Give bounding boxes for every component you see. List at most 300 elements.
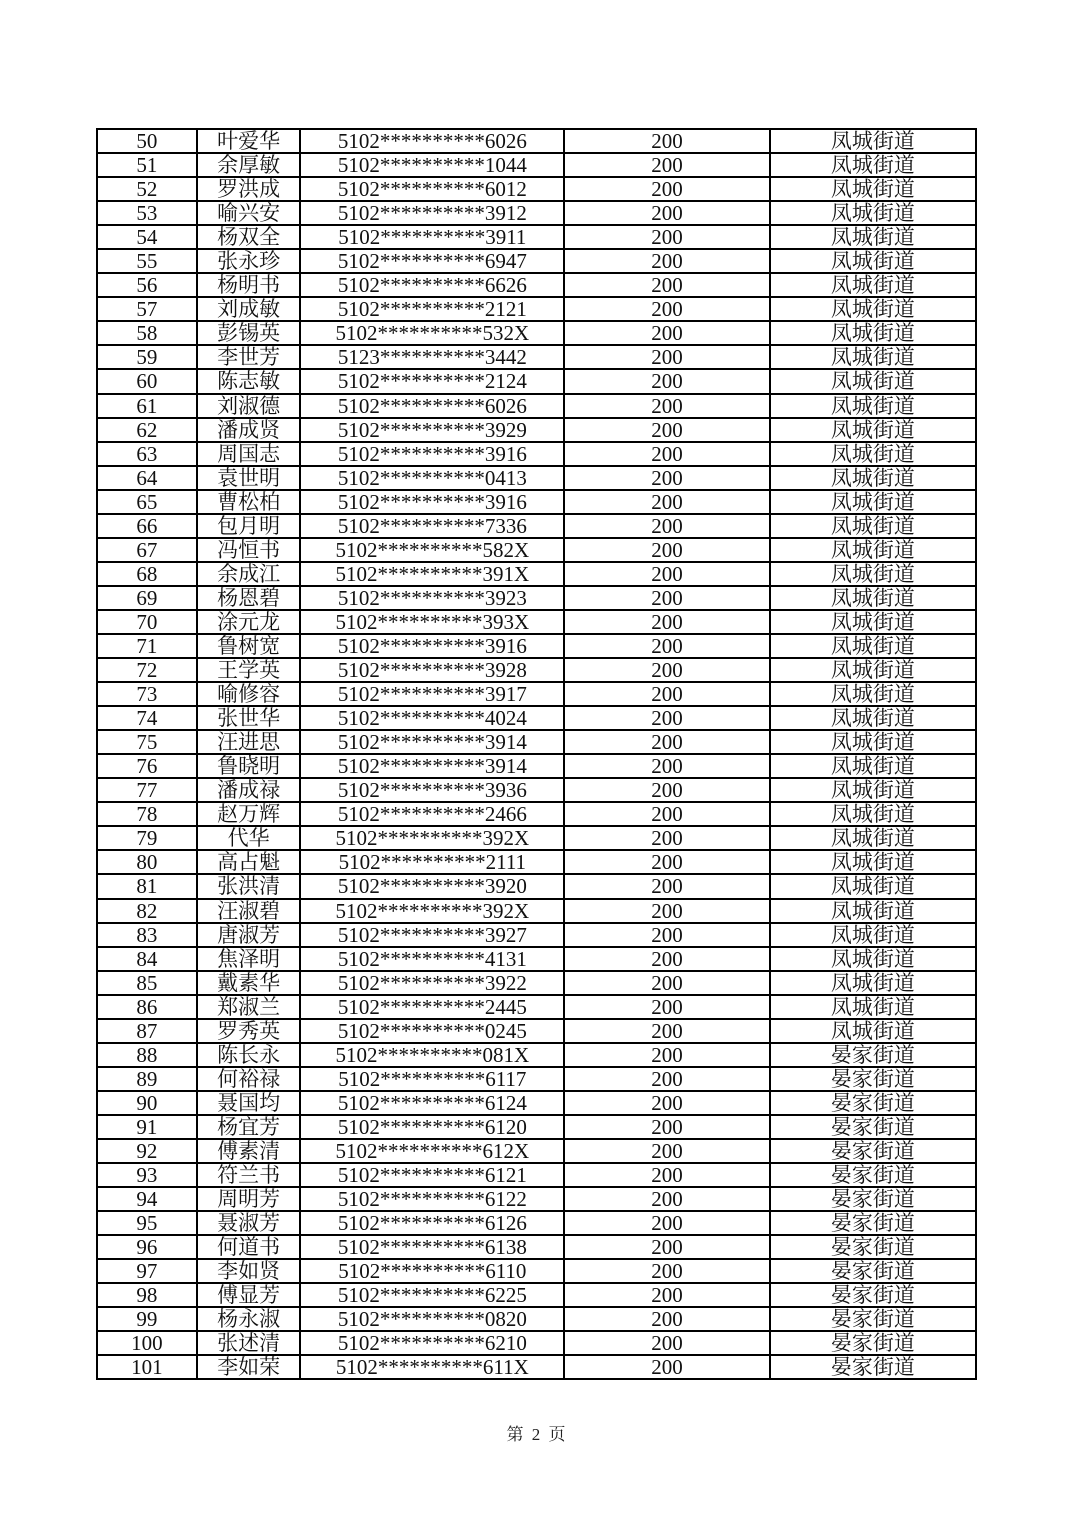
table-row	[97, 562, 976, 586]
cell-index: 65	[97, 490, 197, 514]
cell-index: 63	[97, 442, 197, 466]
cell-name: 聂国均	[197, 1091, 301, 1115]
table-row	[97, 345, 976, 369]
cell-id-number: 5102**********7336	[300, 514, 564, 538]
cell-amount: 200	[564, 1235, 770, 1259]
cell-id-number: 5102**********3916	[300, 442, 564, 466]
cell-id-number: 5102**********3936	[300, 778, 564, 802]
cell-id-number: 5102**********392X	[300, 826, 564, 850]
cell-amount: 200	[564, 1355, 770, 1379]
cell-amount: 200	[564, 1019, 770, 1043]
cell-amount: 200	[564, 394, 770, 418]
cell-amount: 200	[564, 1283, 770, 1307]
cell-id-number: 5102**********3914	[300, 730, 564, 754]
cell-amount: 200	[564, 129, 770, 153]
cell-street: 凤城街道	[770, 442, 976, 466]
cell-id-number: 5102**********6110	[300, 1259, 564, 1283]
table-row	[97, 1115, 976, 1139]
cell-amount: 200	[564, 754, 770, 778]
cell-name: 杨宜芳	[197, 1115, 301, 1139]
cell-index: 70	[97, 610, 197, 634]
cell-amount: 200	[564, 1067, 770, 1091]
table-row	[97, 1211, 976, 1235]
table-row	[97, 1259, 976, 1283]
cell-amount: 200	[564, 538, 770, 562]
cell-amount: 200	[564, 490, 770, 514]
table-row	[97, 177, 976, 201]
cell-amount: 200	[564, 730, 770, 754]
cell-id-number: 5102**********6026	[300, 129, 564, 153]
table-row	[97, 826, 976, 850]
cell-id-number: 5102**********081X	[300, 1043, 564, 1067]
cell-id-number: 5102**********4131	[300, 947, 564, 971]
cell-amount: 200	[564, 634, 770, 658]
table-row	[97, 1283, 976, 1307]
cell-id-number: 5102**********6120	[300, 1115, 564, 1139]
cell-street: 凤城街道	[770, 369, 976, 393]
cell-amount: 200	[564, 658, 770, 682]
cell-name: 曹松柏	[197, 490, 301, 514]
table-row	[97, 490, 976, 514]
table-row	[97, 394, 976, 418]
cell-index: 84	[97, 947, 197, 971]
cell-street: 凤城街道	[770, 971, 976, 995]
table-row	[97, 995, 976, 1019]
table-row	[97, 369, 976, 393]
cell-amount: 200	[564, 1043, 770, 1067]
table-row	[97, 634, 976, 658]
cell-amount: 200	[564, 1115, 770, 1139]
cell-index: 100	[97, 1331, 197, 1355]
cell-street: 晏家街道	[770, 1307, 976, 1331]
table-row	[97, 1139, 976, 1163]
cell-index: 87	[97, 1019, 197, 1043]
cell-index: 73	[97, 682, 197, 706]
cell-name: 傅显芳	[197, 1283, 301, 1307]
cell-street: 凤城街道	[770, 754, 976, 778]
cell-index: 95	[97, 1211, 197, 1235]
cell-index: 58	[97, 321, 197, 345]
cell-street: 凤城街道	[770, 297, 976, 321]
cell-amount: 200	[564, 225, 770, 249]
cell-index: 72	[97, 658, 197, 682]
table-row	[97, 201, 976, 225]
cell-name: 周明芳	[197, 1187, 301, 1211]
cell-id-number: 5102**********3912	[300, 201, 564, 225]
cell-index: 78	[97, 802, 197, 826]
cell-index: 94	[97, 1187, 197, 1211]
cell-name: 冯恒书	[197, 538, 301, 562]
cell-name: 郑淑兰	[197, 995, 301, 1019]
cell-name: 焦泽明	[197, 947, 301, 971]
cell-name: 杨永淑	[197, 1307, 301, 1331]
page-number: 第 2 页	[506, 1425, 568, 1444]
cell-id-number: 5102**********4024	[300, 706, 564, 730]
cell-id-number: 5102**********6210	[300, 1331, 564, 1355]
cell-index: 55	[97, 249, 197, 273]
cell-amount: 200	[564, 610, 770, 634]
table-row	[97, 1307, 976, 1331]
cell-index: 59	[97, 345, 197, 369]
cell-amount: 200	[564, 1211, 770, 1235]
cell-amount: 200	[564, 802, 770, 826]
cell-id-number: 5102**********3929	[300, 418, 564, 442]
cell-index: 82	[97, 899, 197, 923]
table-row	[97, 874, 976, 898]
cell-street: 凤城街道	[770, 874, 976, 898]
cell-amount: 200	[564, 826, 770, 850]
cell-index: 101	[97, 1355, 197, 1379]
cell-street: 晏家街道	[770, 1043, 976, 1067]
cell-street: 晏家街道	[770, 1259, 976, 1283]
cell-name: 唐淑芳	[197, 923, 301, 947]
cell-id-number: 5102**********6626	[300, 273, 564, 297]
cell-street: 凤城街道	[770, 345, 976, 369]
cell-id-number: 5102**********3923	[300, 586, 564, 610]
cell-name: 包月明	[197, 514, 301, 538]
cell-name: 李如贤	[197, 1259, 301, 1283]
cell-id-number: 5102**********6117	[300, 1067, 564, 1091]
cell-street: 凤城街道	[770, 225, 976, 249]
cell-amount: 200	[564, 850, 770, 874]
cell-street: 晏家街道	[770, 1235, 976, 1259]
table-row	[97, 802, 976, 826]
cell-name: 刘淑德	[197, 394, 301, 418]
cell-street: 凤城街道	[770, 947, 976, 971]
cell-index: 54	[97, 225, 197, 249]
cell-id-number: 5102**********393X	[300, 610, 564, 634]
cell-index: 92	[97, 1139, 197, 1163]
cell-id-number: 5102**********6126	[300, 1211, 564, 1235]
cell-index: 93	[97, 1163, 197, 1187]
cell-name: 张述清	[197, 1331, 301, 1355]
cell-amount: 200	[564, 899, 770, 923]
cell-name: 代华	[197, 826, 301, 850]
cell-amount: 200	[564, 297, 770, 321]
cell-name: 李如荣	[197, 1355, 301, 1379]
cell-id-number: 5102**********6225	[300, 1283, 564, 1307]
cell-id-number: 5123**********3442	[300, 345, 564, 369]
cell-id-number: 5102**********6026	[300, 394, 564, 418]
cell-id-number: 5102**********532X	[300, 321, 564, 345]
cell-street: 凤城街道	[770, 153, 976, 177]
cell-name: 彭锡英	[197, 321, 301, 345]
table-row	[97, 610, 976, 634]
cell-amount: 200	[564, 947, 770, 971]
cell-amount: 200	[564, 273, 770, 297]
cell-amount: 200	[564, 466, 770, 490]
table-row	[97, 1043, 976, 1067]
cell-street: 凤城街道	[770, 1019, 976, 1043]
cell-id-number: 5102**********612X	[300, 1139, 564, 1163]
table-row	[97, 273, 976, 297]
cell-street: 晏家街道	[770, 1283, 976, 1307]
cell-index: 96	[97, 1235, 197, 1259]
cell-index: 85	[97, 971, 197, 995]
beneficiary-table	[96, 128, 977, 1380]
cell-amount: 200	[564, 562, 770, 586]
cell-name: 余厚敏	[197, 153, 301, 177]
cell-name: 周国志	[197, 442, 301, 466]
table-row	[97, 225, 976, 249]
table-row	[97, 899, 976, 923]
cell-index: 71	[97, 634, 197, 658]
cell-id-number: 5102**********2466	[300, 802, 564, 826]
cell-id-number: 5102**********3927	[300, 923, 564, 947]
cell-street: 凤城街道	[770, 538, 976, 562]
cell-street: 凤城街道	[770, 850, 976, 874]
table-row	[97, 1163, 976, 1187]
cell-street: 晏家街道	[770, 1115, 976, 1139]
cell-amount: 200	[564, 586, 770, 610]
cell-id-number: 5102**********6012	[300, 177, 564, 201]
cell-name: 傅素清	[197, 1139, 301, 1163]
table-row	[97, 730, 976, 754]
cell-name: 叶爱华	[197, 129, 301, 153]
table-row	[97, 1235, 976, 1259]
cell-name: 汪进思	[197, 730, 301, 754]
table-row	[97, 947, 976, 971]
cell-amount: 200	[564, 177, 770, 201]
cell-street: 凤城街道	[770, 273, 976, 297]
cell-street: 凤城街道	[770, 995, 976, 1019]
cell-index: 56	[97, 273, 197, 297]
cell-id-number: 5102**********392X	[300, 899, 564, 923]
cell-street: 凤城街道	[770, 682, 976, 706]
cell-name: 李世芳	[197, 345, 301, 369]
cell-street: 凤城街道	[770, 321, 976, 345]
table-row	[97, 153, 976, 177]
cell-name: 戴素华	[197, 971, 301, 995]
cell-name: 喻修容	[197, 682, 301, 706]
cell-name: 杨明书	[197, 273, 301, 297]
cell-amount: 200	[564, 874, 770, 898]
cell-name: 张永珍	[197, 249, 301, 273]
cell-name: 潘成贤	[197, 418, 301, 442]
cell-id-number: 5102**********2111	[300, 850, 564, 874]
cell-name: 聂淑芳	[197, 1211, 301, 1235]
cell-id-number: 5102**********6124	[300, 1091, 564, 1115]
cell-index: 89	[97, 1067, 197, 1091]
cell-amount: 200	[564, 249, 770, 273]
cell-amount: 200	[564, 514, 770, 538]
cell-name: 何道书	[197, 1235, 301, 1259]
cell-amount: 200	[564, 201, 770, 225]
cell-amount: 200	[564, 1187, 770, 1211]
cell-index: 79	[97, 826, 197, 850]
cell-street: 凤城街道	[770, 177, 976, 201]
table-body	[97, 129, 976, 1379]
cell-street: 凤城街道	[770, 562, 976, 586]
table-row	[97, 1355, 976, 1379]
table-row	[97, 971, 976, 995]
table-row	[97, 754, 976, 778]
cell-id-number: 5102**********6138	[300, 1235, 564, 1259]
cell-amount: 200	[564, 995, 770, 1019]
cell-name: 张洪清	[197, 874, 301, 898]
cell-id-number: 5102**********611X	[300, 1355, 564, 1379]
cell-name: 陈长永	[197, 1043, 301, 1067]
cell-name: 汪淑碧	[197, 899, 301, 923]
cell-index: 69	[97, 586, 197, 610]
cell-name: 高占魁	[197, 850, 301, 874]
cell-index: 81	[97, 874, 197, 898]
table-row	[97, 129, 976, 153]
cell-amount: 200	[564, 153, 770, 177]
cell-amount: 200	[564, 369, 770, 393]
cell-name: 王学英	[197, 658, 301, 682]
cell-id-number: 5102**********3928	[300, 658, 564, 682]
cell-street: 凤城街道	[770, 129, 976, 153]
cell-id-number: 5102**********2445	[300, 995, 564, 1019]
cell-amount: 200	[564, 1139, 770, 1163]
cell-index: 86	[97, 995, 197, 1019]
cell-id-number: 5102**********6121	[300, 1163, 564, 1187]
cell-street: 凤城街道	[770, 802, 976, 826]
cell-name: 刘成敏	[197, 297, 301, 321]
cell-id-number: 5102**********391X	[300, 562, 564, 586]
cell-index: 52	[97, 177, 197, 201]
cell-amount: 200	[564, 1163, 770, 1187]
table-row	[97, 1019, 976, 1043]
table-row	[97, 1091, 976, 1115]
cell-amount: 200	[564, 321, 770, 345]
cell-street: 凤城街道	[770, 923, 976, 947]
cell-street: 凤城街道	[770, 418, 976, 442]
cell-index: 60	[97, 369, 197, 393]
cell-index: 68	[97, 562, 197, 586]
cell-index: 66	[97, 514, 197, 538]
cell-index: 90	[97, 1091, 197, 1115]
cell-id-number: 5102**********3916	[300, 634, 564, 658]
cell-street: 凤城街道	[770, 249, 976, 273]
cell-id-number: 5102**********1044	[300, 153, 564, 177]
table-row	[97, 658, 976, 682]
table-row	[97, 706, 976, 730]
table-row	[97, 1331, 976, 1355]
cell-name: 喻兴安	[197, 201, 301, 225]
table-row	[97, 297, 976, 321]
table-row	[97, 321, 976, 345]
cell-amount: 200	[564, 778, 770, 802]
cell-street: 晏家街道	[770, 1331, 976, 1355]
cell-name: 罗洪成	[197, 177, 301, 201]
cell-name: 鲁晓明	[197, 754, 301, 778]
table-row	[97, 466, 976, 490]
cell-amount: 200	[564, 1091, 770, 1115]
cell-street: 晏家街道	[770, 1211, 976, 1235]
cell-id-number: 5102**********2121	[300, 297, 564, 321]
cell-index: 75	[97, 730, 197, 754]
cell-id-number: 5102**********3914	[300, 754, 564, 778]
cell-street: 凤城街道	[770, 778, 976, 802]
cell-street: 晏家街道	[770, 1163, 976, 1187]
cell-street: 晏家街道	[770, 1091, 976, 1115]
cell-index: 57	[97, 297, 197, 321]
cell-index: 88	[97, 1043, 197, 1067]
table-row	[97, 1067, 976, 1091]
cell-name: 潘成禄	[197, 778, 301, 802]
cell-id-number: 5102**********6947	[300, 249, 564, 273]
cell-name: 余成江	[197, 562, 301, 586]
cell-amount: 200	[564, 682, 770, 706]
cell-index: 74	[97, 706, 197, 730]
table-row	[97, 418, 976, 442]
cell-index: 62	[97, 418, 197, 442]
cell-index: 98	[97, 1283, 197, 1307]
cell-street: 凤城街道	[770, 466, 976, 490]
cell-index: 67	[97, 538, 197, 562]
cell-id-number: 5102**********0245	[300, 1019, 564, 1043]
cell-index: 61	[97, 394, 197, 418]
cell-street: 凤城街道	[770, 514, 976, 538]
cell-id-number: 5102**********2124	[300, 369, 564, 393]
cell-index: 53	[97, 201, 197, 225]
table-row	[97, 778, 976, 802]
cell-street: 晏家街道	[770, 1067, 976, 1091]
table-row	[97, 538, 976, 562]
table-row	[97, 514, 976, 538]
table-row	[97, 586, 976, 610]
cell-name: 杨双全	[197, 225, 301, 249]
cell-id-number: 5102**********3922	[300, 971, 564, 995]
cell-street: 晏家街道	[770, 1139, 976, 1163]
cell-street: 凤城街道	[770, 826, 976, 850]
cell-name: 赵万辉	[197, 802, 301, 826]
cell-amount: 200	[564, 1307, 770, 1331]
cell-id-number: 5102**********0820	[300, 1307, 564, 1331]
cell-street: 凤城街道	[770, 201, 976, 225]
cell-amount: 200	[564, 442, 770, 466]
cell-id-number: 5102**********3917	[300, 682, 564, 706]
table-row	[97, 850, 976, 874]
cell-index: 83	[97, 923, 197, 947]
cell-street: 凤城街道	[770, 658, 976, 682]
cell-id-number: 5102**********3916	[300, 490, 564, 514]
cell-index: 99	[97, 1307, 197, 1331]
table-row	[97, 1187, 976, 1211]
cell-street: 凤城街道	[770, 730, 976, 754]
table-row	[97, 249, 976, 273]
cell-id-number: 5102**********3920	[300, 874, 564, 898]
cell-id-number: 5102**********6122	[300, 1187, 564, 1211]
cell-amount: 200	[564, 345, 770, 369]
cell-amount: 200	[564, 418, 770, 442]
cell-id-number: 5102**********582X	[300, 538, 564, 562]
cell-street: 凤城街道	[770, 394, 976, 418]
cell-index: 97	[97, 1259, 197, 1283]
cell-street: 晏家街道	[770, 1355, 976, 1379]
cell-amount: 200	[564, 923, 770, 947]
cell-street: 凤城街道	[770, 490, 976, 514]
cell-name: 杨恩碧	[197, 586, 301, 610]
cell-name: 符兰书	[197, 1163, 301, 1187]
table-row	[97, 442, 976, 466]
cell-street: 凤城街道	[770, 610, 976, 634]
cell-name: 袁世明	[197, 466, 301, 490]
cell-amount: 200	[564, 1331, 770, 1355]
cell-name: 涂元龙	[197, 610, 301, 634]
cell-id-number: 5102**********0413	[300, 466, 564, 490]
cell-amount: 200	[564, 971, 770, 995]
cell-index: 80	[97, 850, 197, 874]
cell-name: 何裕禄	[197, 1067, 301, 1091]
cell-street: 凤城街道	[770, 706, 976, 730]
cell-name: 张世华	[197, 706, 301, 730]
cell-street: 凤城街道	[770, 586, 976, 610]
cell-index: 51	[97, 153, 197, 177]
cell-amount: 200	[564, 1259, 770, 1283]
